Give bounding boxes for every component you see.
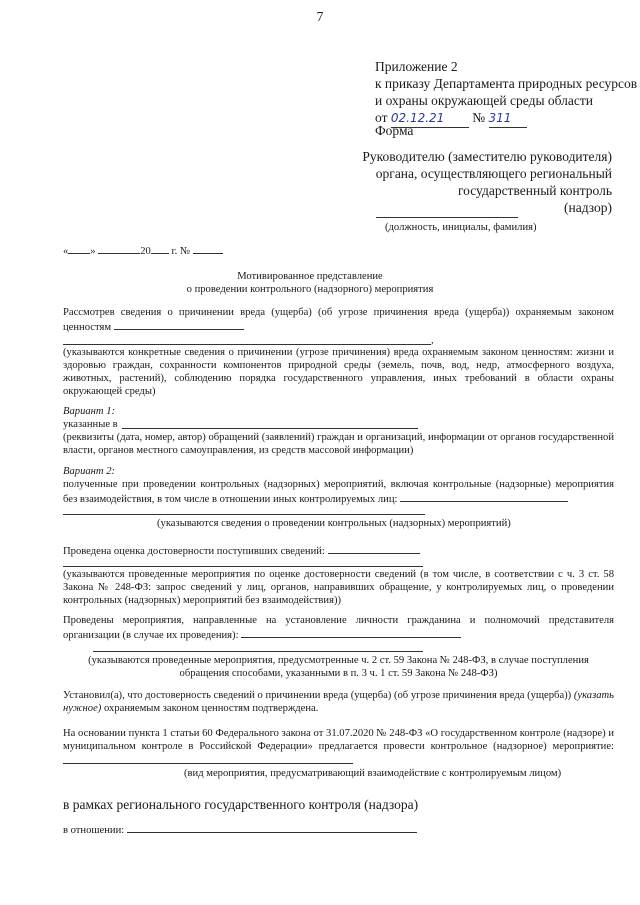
month-blank [98,243,140,254]
handwritten-number: 311 [489,110,527,128]
variant-1-label: Вариант 1: [63,406,116,417]
assessment-text: Проведена оценка достоверности поступивших сведений: [63,546,325,557]
identity-text: Проведены мероприятия, направленные на установление личности гражданина и полномочий представителя организации (в случае их проведения): [63,615,614,641]
paragraph-considered-text: Рассмотрев сведения о причинении вреда (ущерба) (об угрозе причинения вреда (ущерба)) охраняемым законом ценностям [63,307,614,333]
variant-1-note: (реквизиты (дата, номер, автор) обращений (заявлений) граждан и организаций, информации от органов государственной власти, органов местного самоуправления, из средств массовой информации) [63,432,614,456]
values-blank [114,319,244,330]
title-line-1: Мотивированное представление [237,271,383,282]
regarding-label: в отношении: [63,825,125,836]
considered-note: (указываются конкретные сведения о причинении (угрозе причинения) вреда охраняемым законом ценностям: жизни и здоровью граждан, сохранности компонентов природной среды (земель, почв, вод, недр, атмосферного воздуха, животных, растений), соблюдению порядка государственного управления, иных требований в области охраны окружающей среды) [63,347,614,397]
identity-blank [241,627,461,638]
regarding-line [63,822,417,837]
basis-paragraph [63,727,614,768]
number-prefix: № [472,110,486,125]
date-prefix: от [375,110,388,125]
identity-caption-line-1: (указываются проведенные мероприятия, предусмотренные ч. 2 ст. 59 Закона № 248-ФЗ, в случае поступления [88,655,589,666]
variant-2-line [63,514,425,515]
title-line-2: о проведении контрольного (надзорного) мероприятия [186,284,434,295]
established-paragraph [63,689,614,715]
assessment-line-2 [63,566,423,567]
established-text-before: Установил(а), что достоверность сведений о причинении вреда (ущерба) (об угрозе причинения вреда (ущерба)) [63,690,572,701]
form-label: Форма [375,123,414,138]
established-italic-note: (указать нужное) [63,690,614,714]
number-blank [193,243,223,254]
established-text-after: охраняемым законом ценностям подтверждена. [104,703,319,714]
considered-comma: , [431,335,434,346]
document-title [150,270,470,296]
basis-caption: (вид мероприятия, предусматривающий взаимодействие с контролируемым лицом) [184,768,562,779]
assessment-blank [328,543,420,554]
identity-caption-line-2: обращения способами, указанными в п. 3 ч. 1 ст. 59 Закона № 248-ФЗ) [179,668,498,679]
order-date-line [375,109,635,128]
assessment-line [63,543,420,558]
addressee-line-3: государственный контроль [457,183,612,198]
variant-2-caption: (указываются сведения о проведении контрольных (надзорных) мероприятий) [157,518,511,529]
appendix-line-2: к приказу Департамента природных ресурсов [375,76,638,91]
addressee-caption: (должность, инициалы, фамилия) [385,222,537,233]
assessment-note: (указываются проведенные мероприятия по оценке достоверности сведений (в том числе, в соответствии с ч. 3 ст. 58 Закона № 248-ФЗ: запрос сведений у лиц, органов, направивших обращение, у контролируемых лиц, о проведении контрольных (надзорных) мероприятий без взаимодействия)) [63,569,614,606]
close-quote: » [90,246,96,257]
addressee-line-4: (надзор) [564,200,612,215]
appendix-header [375,58,638,128]
addressee-line-1: Руководителю (заместителю руководителя) [362,149,612,164]
variant-2-blank [400,491,568,502]
basis-text: На основании пункта 1 статьи 60 Федерального закона от 31.07.2020 № 248-ФЗ «О государственном контроле (надзоре) и муниципальном контроле в Российской Федерации» предлагается провести контрольное (надзорное) мероприятие: [63,728,614,752]
considered-line [63,344,431,345]
day-blank [68,243,90,254]
date-number-line [63,243,223,258]
addressee-block [330,148,612,216]
control-framework: в рамках регионального государственного контроля (надзора) [63,797,419,812]
variant-2-label: Вариант 2: [63,466,116,477]
addressee-line-2: органа, осуществляющего региональный [375,166,612,181]
variant-2-text-content: полученные при проведении контрольных (надзорных) мероприятий, включая контрольные (надзорные) мероприятия без взаимодействия, в том числе в отношении иных контролируемых лиц: [63,479,614,505]
identity-caption [63,654,614,680]
addressee-signature-line [376,217,518,218]
variant-1-blank [122,428,418,429]
appendix-line-1: Приложение 2 [375,59,458,74]
identity-line [93,651,423,652]
year-blank [151,243,169,254]
identity-paragraph [63,614,614,642]
paragraph-considered [63,306,614,334]
regarding-blank [127,822,417,833]
variant-2-text [63,478,614,506]
basis-blank [63,753,353,764]
appendix-line-3: и охраны окружающей среды области [375,93,594,108]
year-prefix: 20 [140,246,151,257]
page-number: 7 [316,9,324,24]
open-quote: « [63,246,69,257]
year-suffix: г. № [171,246,191,257]
variant-1-text: указанные в [63,419,118,430]
handwritten-date: 02.12.21 [391,110,469,128]
